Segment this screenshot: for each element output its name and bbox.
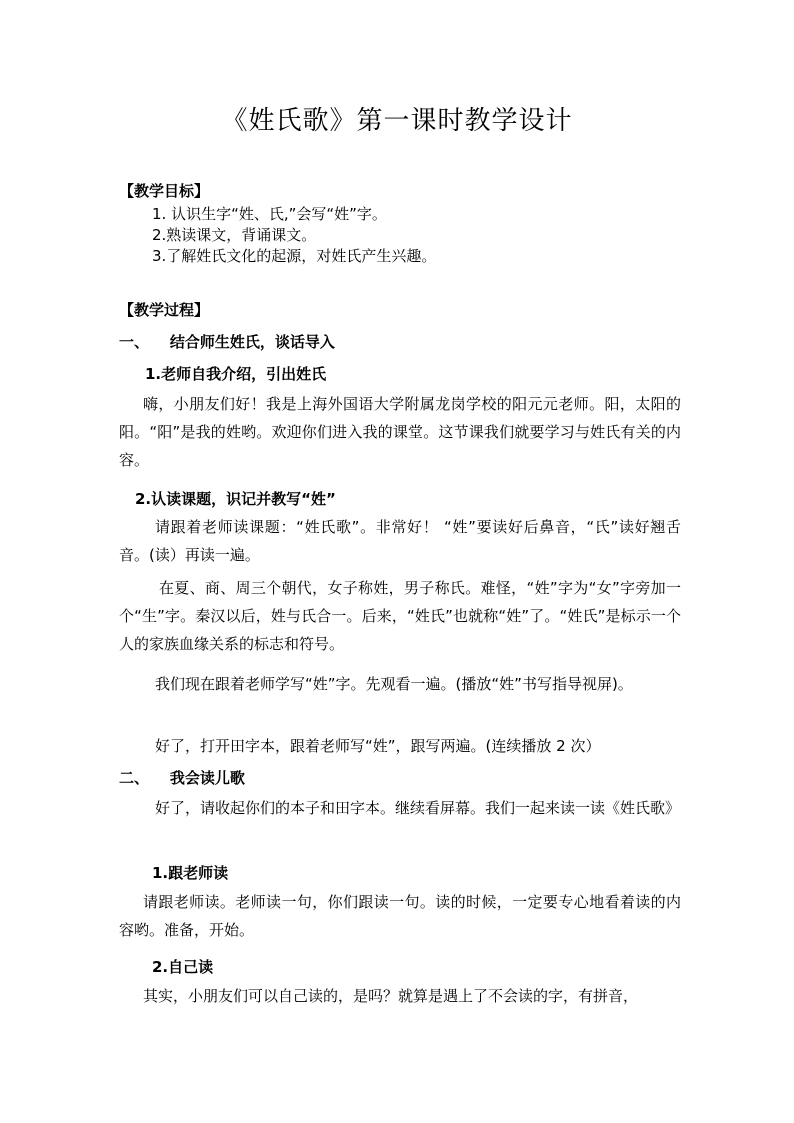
- section1-sub2-paragraph-2: 在夏、商、周三个朝代，女子称姓，男子称氏。难怪，“姓”字为“女”字旁加一个“生”字。秦汉以后，姓与氏合一。后来，“姓氏”也就称“姓”了。“姓氏”是标示一个人的家族血缘关系的标志和符号。: [119, 579, 681, 653]
- section1-sub1-heading: 1.老师自我介绍，引出姓氏: [145, 365, 327, 383]
- section2-intro-paragraph: 好了，请收起你们的本子和田字本。继续看屏幕。我们一起来读一读《姓氏歌》: [155, 799, 681, 817]
- process-heading: 【教学过程】: [119, 301, 210, 319]
- section1-sub2-paragraph-1: 请跟着老师读课题：“姓氏歌”。非常好！ “姓”要读好后鼻音，“氏”读好翘舌音。(读）再读一遍。: [119, 518, 681, 564]
- section1-sub2-paragraph-3: 我们现在跟着老师学写“姓”字。先观看一遍。(播放“姓”书写指导视屏)。: [155, 675, 633, 693]
- section2-sub2-heading: 2.自己读: [152, 958, 214, 976]
- goals-heading: 【教学目标】: [119, 182, 210, 200]
- section1-heading: 一、 结合师生姓氏，谈话导入: [119, 333, 335, 351]
- section1-sub2-paragraph-4: 好了，打开田字本，跟着老师写“姓”，跟写两遍。(连续播放 2 次）: [155, 737, 601, 755]
- section2-sub1-heading: 1.跟老师读: [152, 864, 229, 882]
- goal-item-2: 2.熟读课文，背诵课文。: [152, 226, 317, 244]
- goal-item-3: 3.了解姓氏文化的起源，对姓氏产生兴趣。: [152, 247, 437, 265]
- page-title: 《姓氏歌》第一课时教学设计: [221, 106, 573, 136]
- section1-sub1-paragraph: 嗨，小朋友们好！我是上海外国语大学附属龙岗学校的阳元元老师。阳，太阳的阳。“阳”是我的姓哟。欢迎你们进入我的课堂。这节课我们就要学习与姓氏有关的内容。: [119, 395, 681, 469]
- section2-sub1-paragraph: 请跟老师读。老师读一句，你们跟读一句。读的时候，一定要专心地看着读的内容哟。准备，开始。: [119, 893, 681, 939]
- goal-item-1: 1. 认识生字“姓、氏,”会写“姓”字。: [152, 205, 387, 223]
- section2-sub2-paragraph: 其实，小朋友们可以自己读的，是吗？就算是遇上了不会读的字，有拼音，: [143, 987, 639, 1005]
- section1-sub2-heading: 2.认读课题，识记并教写“姓”: [135, 490, 336, 508]
- section2-heading: 二、 我会读儿歌: [119, 769, 245, 787]
